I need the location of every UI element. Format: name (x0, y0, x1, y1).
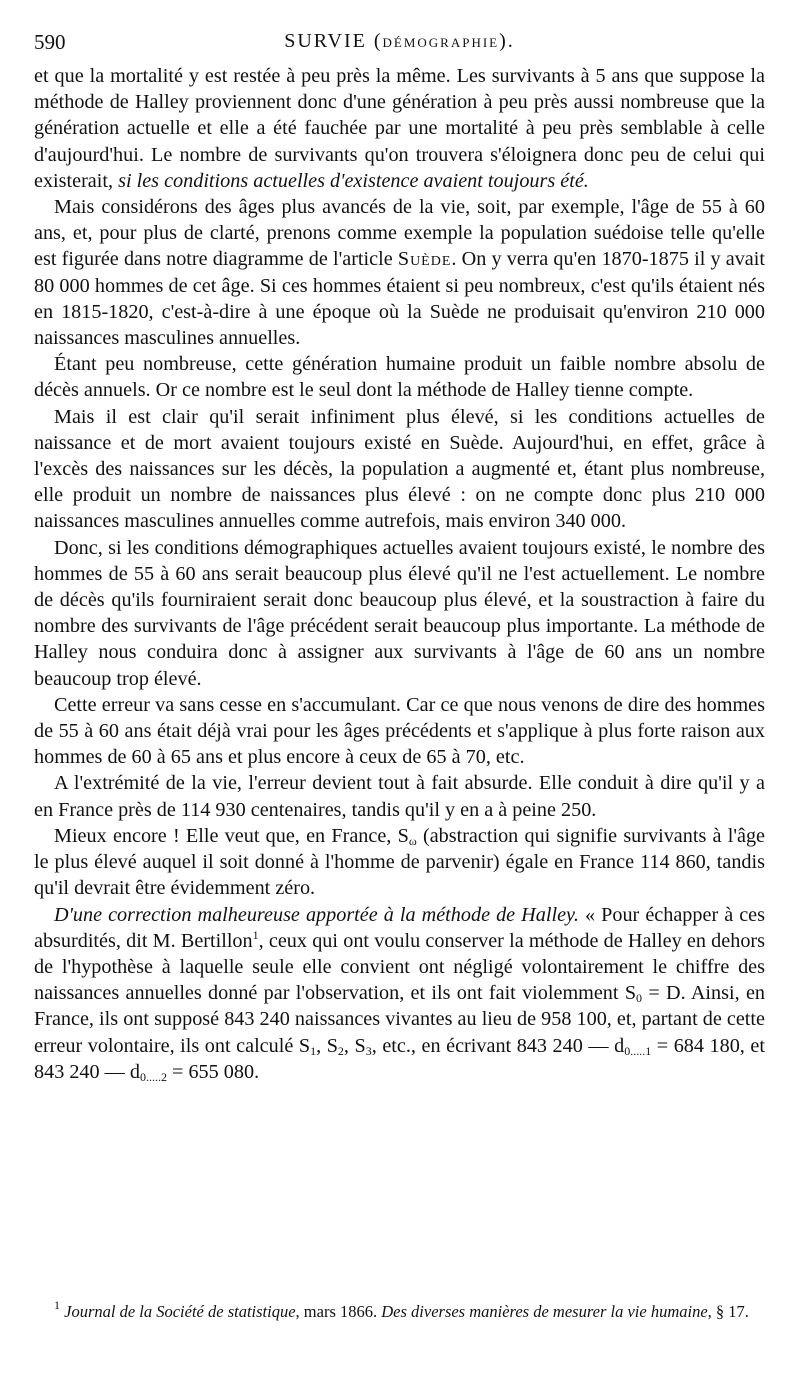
paragraph-9-text-8: = 655 080. (166, 1060, 260, 1083)
body-text (34, 63, 765, 1085)
paragraph-8-text: Mieux encore ! Elle veut que, en France, S (54, 824, 409, 847)
page-number: 590 (34, 30, 66, 54)
subscript-omega: ω (408, 833, 417, 848)
subscript-3: 3 (365, 1043, 372, 1058)
subscript-2: 2 (337, 1043, 344, 1058)
paragraph-1-text: et que la mortalité y est restée à peu près la même. Les survivants à 5 ans que suppose la méthode de Halley proviennent donc d'une génération à peu près aussi nombreuse que la génération actuelle et elle a été fauchée par une mortalité à peu près semblable à celle d'aujourd'hui. Le nombre de survivants qu'on trouvera s'éloignera donc peu de celui qui existerait, (34, 65, 765, 192)
footnote-date: , mars 1866. (295, 1302, 382, 1321)
page-header (34, 30, 765, 60)
paragraph-9 (34, 902, 765, 1085)
footnote (34, 1300, 765, 1323)
paragraph-8-text-end: (abstraction qui signifie survivants à l'âge le plus élevé auquel il soit donné à l'homme de parvenir) égale en France 114 860, tandis qu'il devrait être évidemment zéro. (34, 824, 765, 900)
subscript-1: 1 (310, 1043, 317, 1058)
paragraph-1 (34, 63, 765, 194)
paragraph-4: Mais il est clair qu'il serait infiniment plus élevé, si les conditions actuelles de naissance et de mort avaient toujours existé en Suède. Aujourd'hui, en effet, grâce à l'excès des naissances sur les décès, la population a augmenté et, étant plus nombreuse, elle produit un nombre de naissances plus élevé : on ne compte donc plus 210 000 naissances masculines annuelles comme autrefois, mais environ 340 000. (34, 405, 765, 533)
footnote-journal: Journal de la Société de statistique (64, 1302, 296, 1321)
paragraph-9-text-3: = D. Ainsi, en France, ils ont supposé 843 240 naissances vivantes au lieu de 958 100, et, partant de cette erreur volontaire, ils ont calculé S (34, 982, 765, 1057)
running-title-close: ). (499, 30, 515, 52)
article-reference: Suède (397, 248, 452, 271)
paragraph-3: Étant peu nombreuse, cette génération humaine produit un faible nombre absolu de décès annuels. Or ce nombre est le seul dont la méthode de Halley tienne compte. (34, 353, 765, 402)
paragraph-9-text-1: « Pour échapper à ces absurdités, dit M. Bertillon (34, 903, 765, 952)
paragraph-9-text-4: , S (316, 1034, 338, 1057)
running-title (34, 30, 765, 53)
paragraph-2 (34, 194, 765, 351)
footnote-article-title: Des diverses manières de mesurer la vie humaine (381, 1302, 708, 1321)
paragraph-7: A l'extrémité de la vie, l'erreur devient tout à fait absurde. Elle conduit à dire qu'il y a en France près de 114 930 centenaires, tandis qu'il y en a à peine 250. (34, 772, 765, 821)
paragraph-2-text: Mais considérons des âges plus avancés de la vie, soit, par exemple, l'âge de 55 à 60 ans, et, pour plus de clarté, prenons comme exemple la population suédoise telle qu'elle est figurée dans notre diagramme de l'article (34, 196, 765, 271)
paragraph-6: Cette erreur va sans cesse en s'accumulant. Car ce que nous venons de dire des hommes de 55 à 60 ans était déjà vrai pour les âges précédents et s'applique à plus forte raison aux hommes de 60 à 65 ans et plus encore à ceux de 65 à 70, etc. (34, 693, 765, 769)
subscript-0: 0 (636, 991, 643, 1006)
paragraph-9-text-5: , S (343, 1034, 366, 1057)
document-page (34, 30, 765, 1321)
footnote-reference[interactable]: 1 (252, 927, 259, 942)
subscript-d1: 0.....1 (624, 1043, 652, 1058)
footnote-section: , § 17. (707, 1302, 749, 1321)
paragraph-9-text-7: = 684 180, et 843 240 — d (34, 1034, 765, 1083)
running-title-open: ( (373, 30, 383, 52)
footnote-mark: 1 (54, 1298, 60, 1312)
section-heading-italic: D'une correction malheureuse apportée à la méthode de Halley. (54, 903, 579, 926)
paragraph-9-text-6: , etc., en écrivant 843 240 — d (371, 1034, 625, 1057)
paragraph-8 (34, 823, 765, 902)
paragraph-9-text-2: , ceux qui ont voulu conserver la méthode de Halley en dehors de l'hypothèse à laquelle seule elle convient ont négligé volontairement le chiffre des naissances annuelles donné par l'observation, et ils ont fait violemment S (34, 929, 765, 1005)
running-title-main: SURVIE (284, 30, 367, 52)
subscript-d2: 0.....2 (139, 1069, 167, 1084)
running-title-small: DÉMOGRAPHIE (382, 35, 500, 50)
paragraph-2-text-end: . On y verra qu'en 1870-1875 il y avait 80 000 hommes de cet âge. Si ces hommes étaient si peu nombreux, c'est qu'ils étaient nés en 1815-1820, c'est-à-dire à une époque où la Suède ne produisait qu'environ 210 000 naissances masculines annuelles. (34, 248, 765, 350)
paragraph-5: Donc, si les conditions démographiques actuelles avaient toujours existé, le nombre des hommes de 55 à 60 ans serait beaucoup plus élevé qu'il ne l'est actuellement. Le nombre de décès qu'ils fourniraient serait donc beaucoup plus élevé, et la soustraction à faire du nombre des survivants de l'âge précédent serait beaucoup plus importante. La méthode de Halley nous conduira donc à assigner aux survivants à l'âge de 60 ans un nombre beaucoup trop élevé. (34, 536, 765, 690)
paragraph-1-italic: si les conditions actuelles d'existence avaient toujours été. (118, 169, 589, 192)
